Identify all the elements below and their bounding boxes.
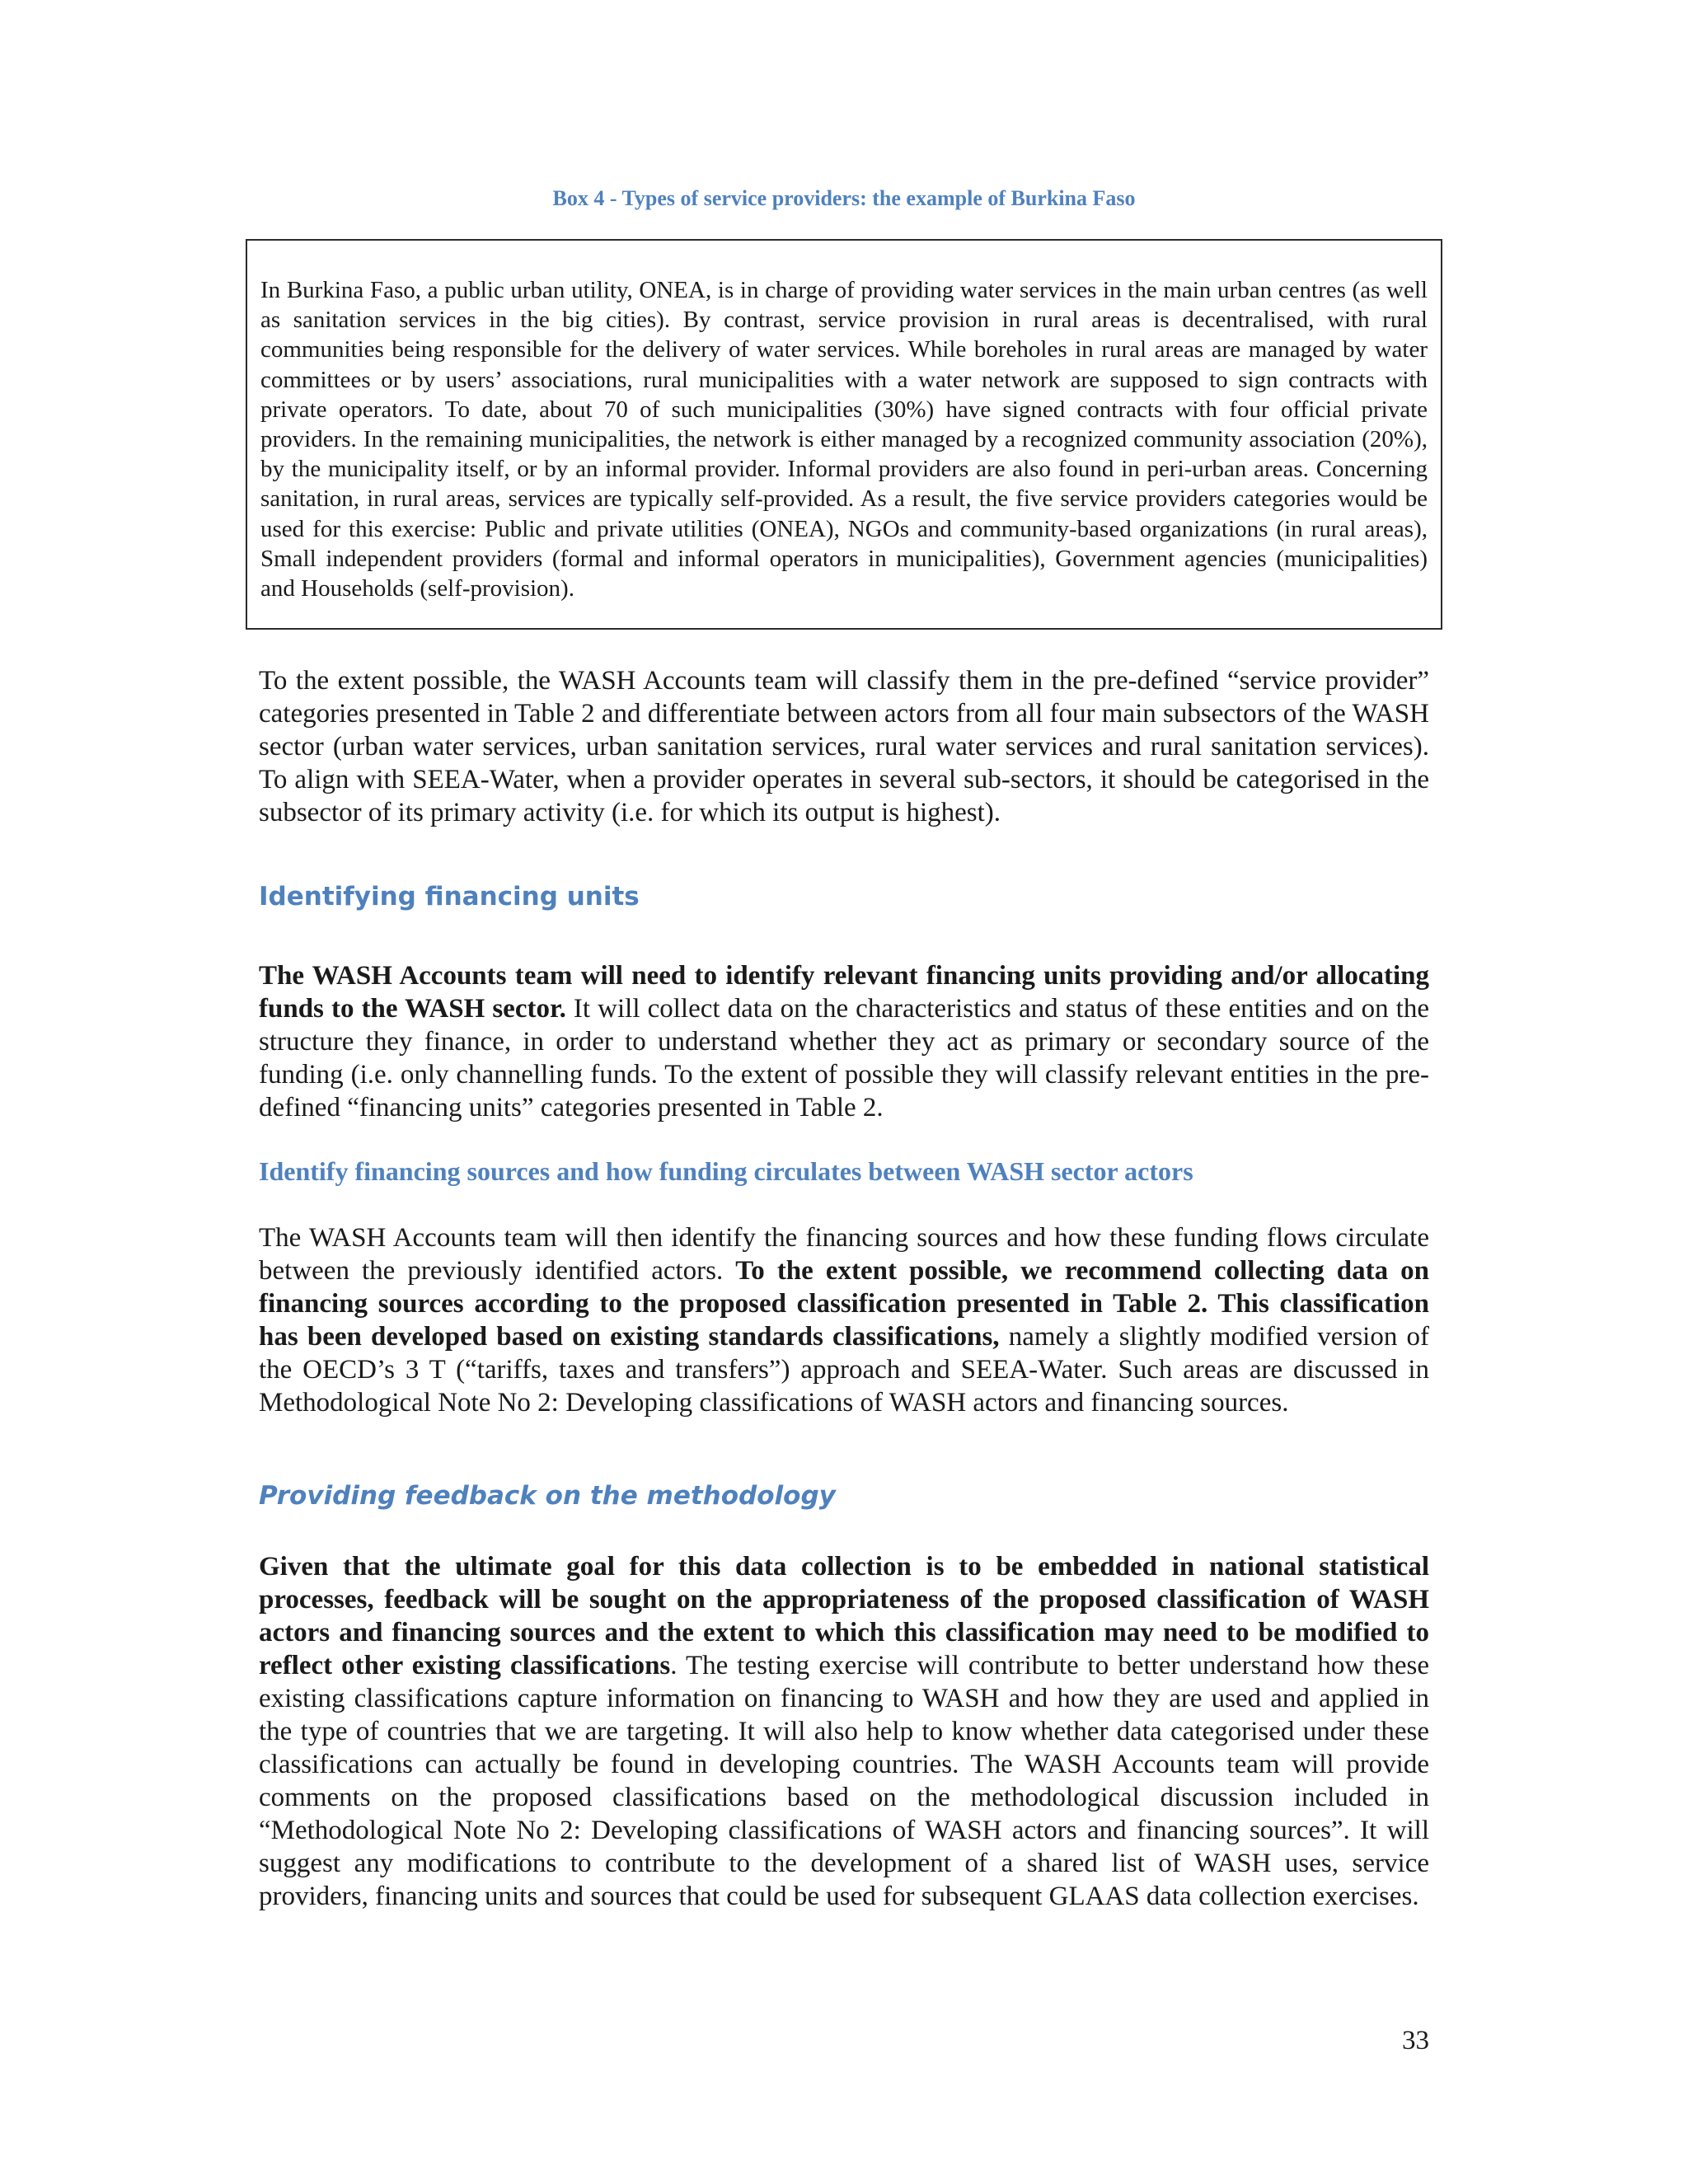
heading-identifying-financing-units: Identifying financing units [259,882,640,912]
paragraph-text [259,1550,1429,1913]
paragraph-financing-units [259,959,1429,1124]
paragraph-feedback [259,1550,1429,1913]
paragraph-financing-sources [259,1221,1429,1419]
paragraph-text [259,1221,1429,1419]
page-number: 33 [1402,2026,1429,2055]
bold-text: Given that the ultimate goal for this data collection is to be embedded in national statistical processes, feedback will be sought on the appropriateness of the proposed classification of WASH actors and financing sources and the extent to which this classification may need to be modified to reflect other existing classifications [259,1552,1429,1680]
box-title: Box 4 - Types of service providers: the example of Burkina Faso [552,186,1136,210]
heading-financing-sources: Identify financing sources and how funding circulates between WASH sector actors [259,1156,1193,1186]
text-box [246,239,1442,630]
body-text: namely a slightly modified version of the OECD’s 3 T (“tariffs, taxes and transfers”) approach and SEEA-Water. Such areas are discussed in Methodological Note No 2: Developing classifications of WASH actors and financing sources. [259,1322,1429,1418]
bold-text: The WASH Accounts team will need to identify relevant financing units providing and/or allocating funds to the WASH sector. [259,961,1429,1024]
heading-feedback-methodology: Providing feedback on the methodology [259,1481,836,1511]
paragraph-text [259,959,1429,1124]
box-text: In Burkina Faso, a public urban utility, ONEA, is in charge of providing water services in the main urban centres (as well as sanitation services in the big cities). By contrast, service provision in rural areas is decentralised, with rural communities being responsible for the delivery of water services. While boreholes in rural areas are managed by water committees or by users’ associations, rural municipalities with a water network are supposed to sign contracts with private operators. To date, about 70 of such municipalities (30%) have signed contracts with four official private providers. In the remaining municipalities, the network is either managed by a recognized community association (20%), by the municipality itself, or by an informal provider. Informal providers are also found in peri-urban areas. Concerning sanitation, in rural areas, services are typically self-provided. As a result, the five service providers categories would be used for this exercise: Public and private utilities (ONEA), NGOs and community-based organizations (in rural areas), Small independent providers (formal and informal operators in municipalities), Government agencies (municipalities) and Households (self-provision). [260,277,1428,602]
body-text: . The testing exercise will contribute to better understand how these existing classifications capture information on financing to WASH and how they are used and applied in the type of countries that we are targeting. It will also help to know whether data categorised under these classifications can actually be found in developing countries. The WASH Accounts team will provide comments on the proposed classifications based on the methodological discussion included in “Methodological Note No 2: Developing classifications of WASH actors and financing sources”. It will suggest any modifications to contribute to the development of a shared list of WASH uses, service providers, financing units and sources that could be used for subsequent GLAAS data collection exercises. [259,1651,1429,1911]
paragraph-text: To the extent possible, the WASH Accounts team will classify them in the pre-defined “service provider” categories presented in Table 2 and differentiate between actors from all four main subsectors of the WASH sector (urban water services, urban sanitation services, rural water services and rural sanitation services). To align with SEEA-Water, when a provider operates in several sub-sectors, it should be categorised in the subsector of its primary activity (i.e. for which its output is highest). [259,666,1429,827]
bold-text: To the extent possible, we recommend collecting data on financing sources according to the proposed classification presented in Table 2. This classification has been developed based on existing standards classifications, [259,1256,1430,1352]
paragraph-service-providers [259,664,1429,829]
body-text: It will collect data on the characteristics and status of these entities and on the structure they finance, in order to understand whether they act as primary or secondary source of the funding (i.e. only channelling funds. To the extent of possible they will classify relevant entities in the pre-defined “financing units” categories presented in Table 2. [259,994,1429,1122]
body-text: The WASH Accounts team will then identify the financing sources and how these funding flows circulate between the previously identified actors. [259,1223,1429,1286]
